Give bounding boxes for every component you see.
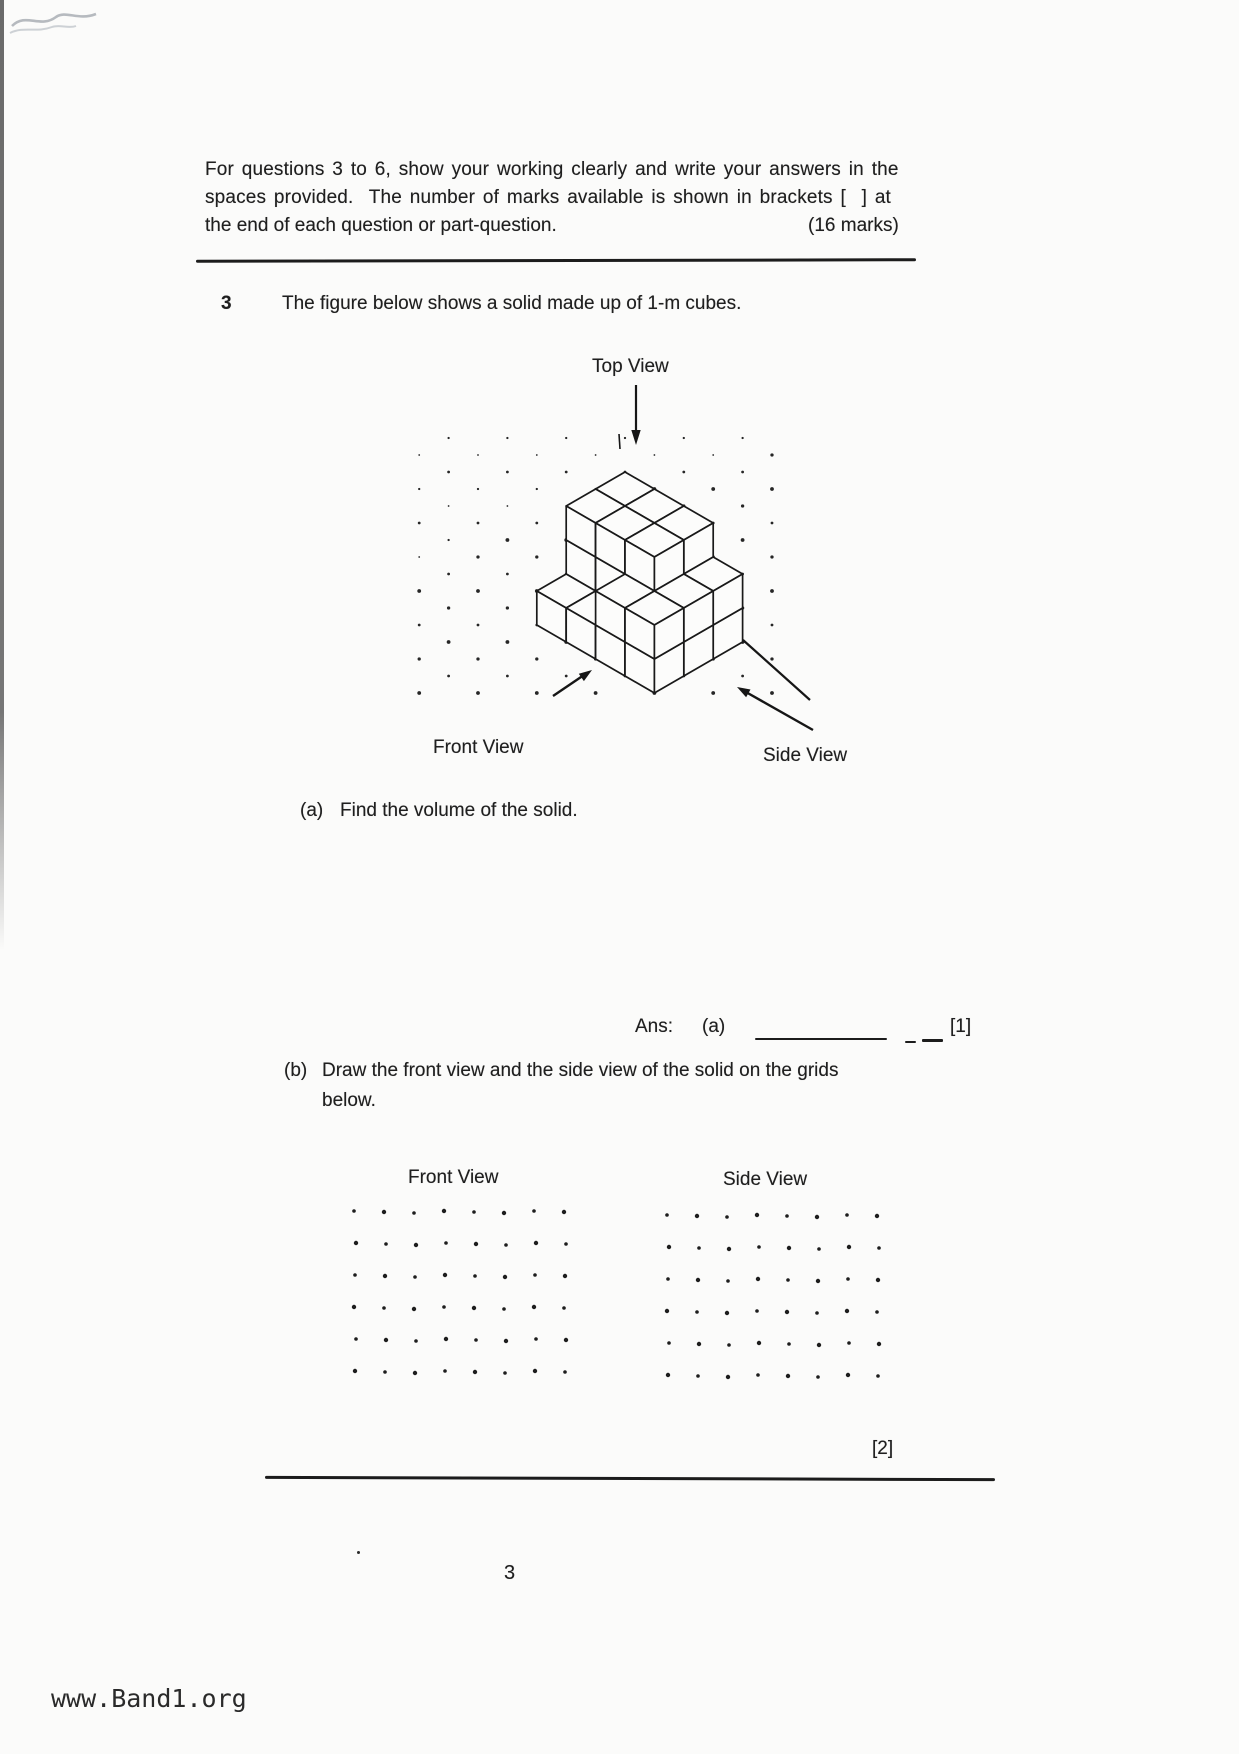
answer-line-dash — [905, 1041, 916, 1043]
figure-top-view-label: Top View — [592, 356, 669, 377]
question-number: 3 — [221, 293, 232, 314]
answer-line-dash — [922, 1039, 943, 1042]
instructions-line-2: spaces provided. The number of marks available is shown in brackets [ ] at — [205, 187, 891, 208]
part-a-text: Find the volume of the solid. — [340, 800, 578, 821]
cube-solid — [537, 472, 743, 693]
scan-edge-artifact — [0, 0, 4, 950]
part-b-label: (b) — [284, 1060, 308, 1081]
dot-grid-dots — [352, 1209, 568, 1375]
question-stem: The figure below shows a solid made up of 1-m cubes. — [282, 293, 742, 314]
watermark: www.Band1.org — [51, 1684, 247, 1713]
question-end-line — [265, 1476, 995, 1481]
dot-grid-dots — [665, 1213, 881, 1379]
page-number: 3 — [504, 1562, 516, 1584]
ink-speck — [357, 1551, 360, 1554]
instructions-line-3: the end of each question or part-question. — [205, 215, 557, 236]
figure-side-view-label: Side View — [763, 745, 848, 766]
answer-prefix: Ans: — [635, 1016, 674, 1037]
front-grid-label: Front View — [408, 1167, 499, 1188]
part-a-label: (a) — [300, 800, 324, 821]
part-a-marks: [1] — [950, 1016, 972, 1037]
answer-part-label: (a) — [702, 1016, 726, 1037]
side-grid-label: Side View — [723, 1169, 808, 1190]
side-view-dot-grid — [653, 1200, 903, 1410]
figure-front-view-label: Front View — [433, 737, 524, 758]
pencil-squiggle — [8, 2, 128, 46]
part-b-text-line-1: Draw the front view and the side view of the solid on the grids — [322, 1060, 839, 1081]
isometric-solid-figure — [360, 308, 840, 788]
instructions-line-1: For questions 3 to 6, show your working clearly and write your answers in the — [205, 159, 899, 180]
part-b-text-line-2: below. — [322, 1090, 376, 1111]
total-marks: (16 marks) — [808, 215, 899, 236]
front-view-dot-grid — [340, 1196, 590, 1406]
header-divider-line — [196, 258, 916, 262]
answer-blank-line — [755, 1038, 887, 1040]
part-b-marks: [2] — [872, 1438, 894, 1459]
